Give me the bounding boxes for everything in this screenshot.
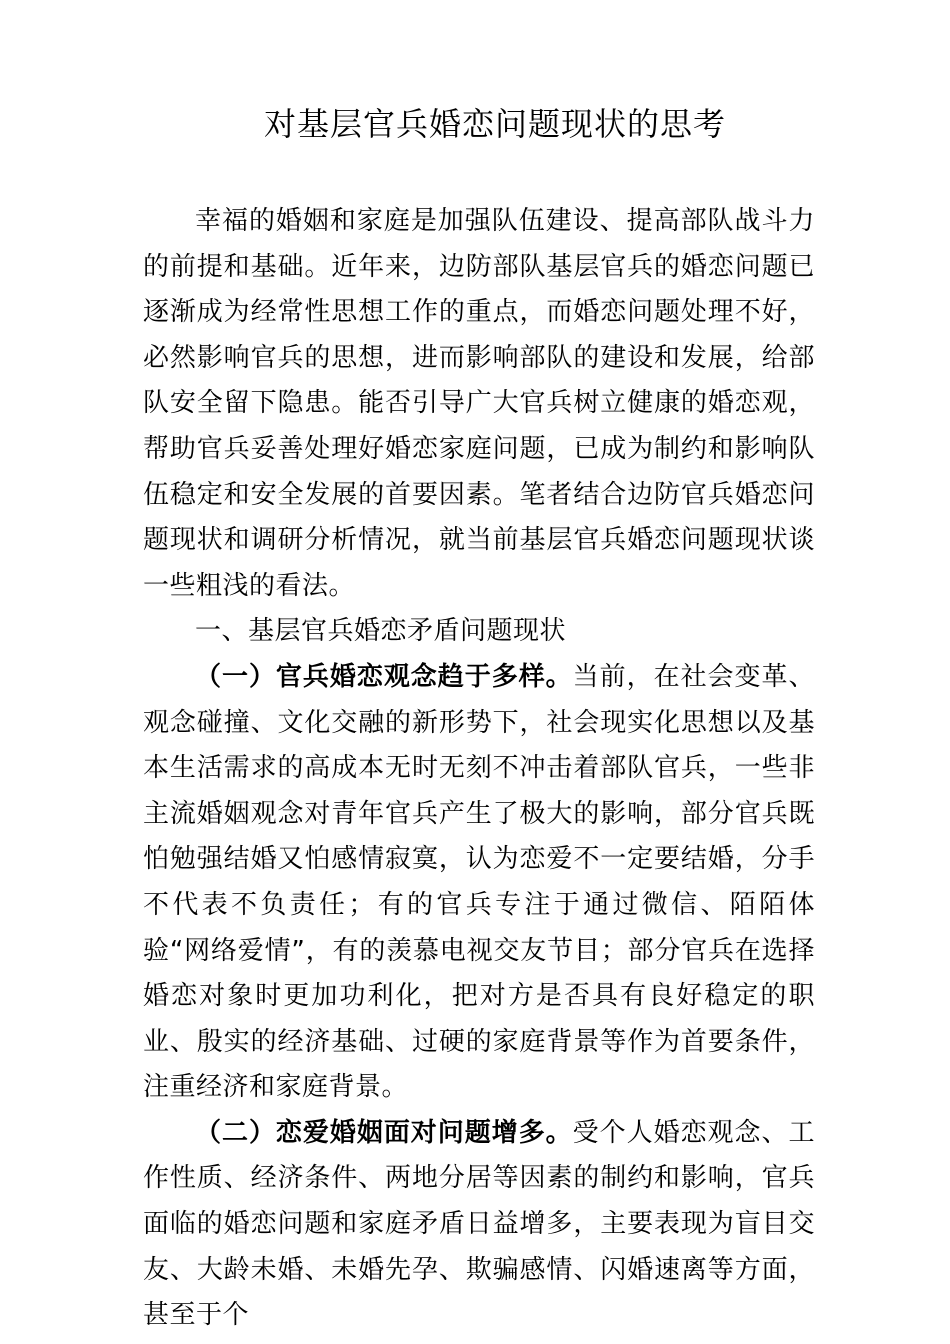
document-title: 对基层官兵婚恋问题现状的思考 [263, 105, 726, 143]
point-2-paragraph [143, 1111, 815, 1339]
point-1-text: 当前，在社会变革、观念碰撞、文化交融的新形势下，社会现实化思想以及基本生活需求的高成本无时无刻不冲击着部队官兵，一些非主流婚姻观念对青年官兵产生了极大的影响，部分官兵既怕勉强结婚又怕感情寂寞，认为恋爱不一定要结婚，分手不代表不负责任；有的官兵专注于通过微信、陌陌体验“网络爱情”，有的羡慕电视交友节目；部分官兵在选择婚恋对象时更加功利化，把对方是否具有良好稳定的职业、殷实的经济基础、过硬的家庭背景等作为首要条件，注重经济和家庭背景。 [143, 661, 815, 1103]
point-1-paragraph [143, 655, 815, 1111]
section-heading: 一、基层官兵婚恋矛盾问题现状 [195, 616, 567, 647]
point-2-text: 受个人婚恋观念、工作性质、经济条件、两地分居等因素的制约和影响，官兵面临的婚恋问题和家庭矛盾日益增多，主要表现为盲目交友、大龄未婚、未婚先孕、欺骗感情、闪婚速离等方面，甚至于个 [143, 1117, 815, 1331]
point-1-heading: （一）官兵婚恋观念趋于多样。 [195, 661, 573, 692]
intro-paragraph: 幸福的婚姻和家庭是加强队伍建设、提高部队战斗力的前提和基础。近年来，边防部队基层官兵的婚恋问题已逐渐成为经常性思想工作的重点，而婚恋问题处理不好，必然影响官兵的思想，进而影响部队的建设和发展，给部队安全留下隐患。能否引导广大官兵树立健康的婚恋观，帮助官兵妥善处理好婚恋家庭问题，已成为制约和影响队伍稳定和安全发展的首要因素。笔者结合边防官兵婚恋问题现状和调研分析情况，就当前基层官兵婚恋问题现状谈一些粗浅的看法。 [143, 206, 815, 601]
document-body [143, 199, 815, 1339]
point-2-heading: （二）恋爱婚姻面对问题增多。 [195, 1117, 573, 1148]
